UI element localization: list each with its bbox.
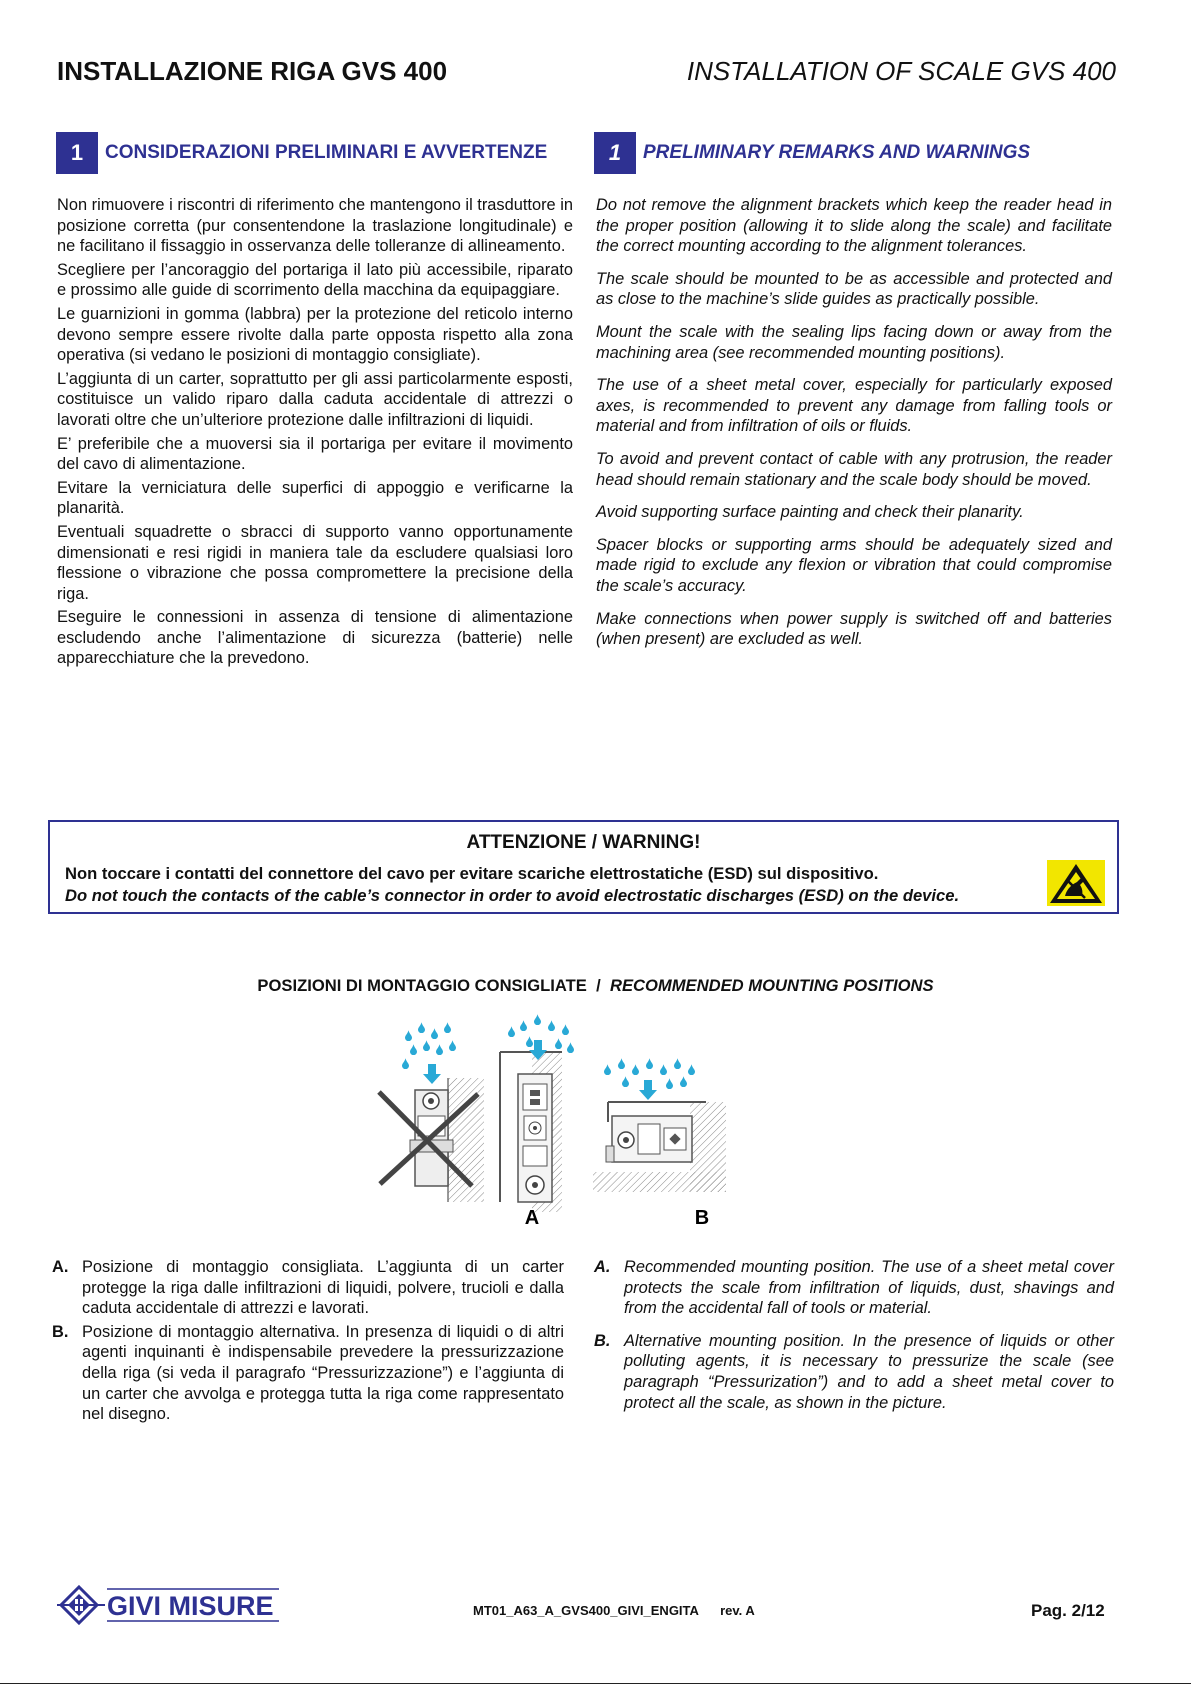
paragraph: L’aggiunta di un carter, soprattutto per gli assi particolarmente esposti, costituisce un valido riparo dalla caduta accidentale di attrezzi o lavorati oltre che un’ulteriore protezione dalle infiltrazioni di liquidi. — [57, 369, 573, 429]
list-item — [594, 1331, 1114, 1413]
page-title-english: INSTALLATION OF SCALE GVS 400 — [686, 56, 1116, 86]
document-code — [473, 1603, 755, 1618]
paragraph: Evitare la verniciatura delle superfici di appoggio e verificarne la planarità. — [57, 478, 573, 518]
heading-italian: POSIZIONI DI MONTAGGIO CONSIGLIATE — [257, 976, 587, 995]
warning-text-english: Do not touch the contacts of the cable’s connector in order to avoid electrostatic discharges (ESD) on the device. — [65, 886, 960, 905]
list-item — [594, 1257, 1114, 1319]
esd-warning-icon — [1047, 860, 1105, 906]
paragraph: Non rimuovere i riscontri di riferimento che mantengono il trasduttore in posizione corretta (pur consentendone la traslazione longitudinale) e ne facilitano il fissaggio in osservanza delle tolleranze di allineamento. — [57, 196, 573, 256]
heading-separator: / — [596, 976, 601, 995]
paragraph: Make connections when power supply is switched off and batteries (when present) are excluded as well. — [596, 609, 1112, 649]
mounting-position-a-figure — [500, 1014, 574, 1227]
warning-box — [48, 820, 1119, 914]
body-text-english — [596, 195, 1112, 662]
item-text: Posizione di montaggio consigliata. L’aggiunta di un carter protegge la riga dalle infiltrazioni di liquidi, polvere, trucioli e dalla caduta accidentale di attrezzi e lavorati. — [82, 1258, 564, 1318]
mounting-descriptions-italian — [52, 1257, 564, 1428]
section-number: 1 — [56, 132, 98, 174]
footer-divider — [0, 1683, 1191, 1684]
item-text: Alternative mounting position. In the presence of liquids or other polluting agents, it is necessary to pressurize the scale (see paragraph “Pressurization”) and to add a sheet metal cover to protect all the scale, as shown in the picture. — [624, 1331, 1114, 1412]
paragraph: To avoid and prevent contact of cable with any protrusion, the reader head should remain stationary and the scale body should be moved. — [596, 449, 1112, 489]
paragraph: Mount the scale with the sealing lips facing down or away from the machining area (see recommended mounting positions). — [596, 322, 1112, 362]
mounting-position-b-figure — [593, 1058, 726, 1227]
item-label: B. — [52, 1322, 69, 1341]
figure-label-b: B — [694, 1207, 710, 1227]
item-label: B. — [594, 1331, 611, 1350]
item-label: A. — [52, 1258, 69, 1276]
list-item — [52, 1322, 564, 1425]
paragraph: Scegliere per l’ancoraggio del portariga il lato più accessibile, riparato e prossimo alle guide di scorrimento della macchina da equipaggiare. — [57, 260, 573, 300]
item-text: Posizione di montaggio alternativa. In presenza di liquidi o di altri agenti inquinanti è indispensabile prevedere la pressurizzazione della riga (si veda il paragrafo “Pressurizzazione”) e l’aggiunta di un carter che avvolga e protegga tutta la riga come rappresentato nel disegno. — [82, 1322, 564, 1424]
givi-misure-logo — [57, 1583, 281, 1627]
warning-title: ATTENZIONE / WARNING! — [466, 832, 701, 853]
wrong-mounting-figure — [379, 1022, 484, 1202]
section-title-english: PRELIMINARY REMARKS AND WARNINGS — [643, 142, 1031, 163]
mounting-positions-heading — [0, 976, 1191, 996]
mounting-positions-figure — [360, 1012, 780, 1227]
paragraph: Le guarnizioni in gomma (labbra) per la protezione del reticolo interno devono sempre essere rivolte dalla parte opposta rispetto alla zona operativa (si vedano le posizioni di montaggio consigliate). — [57, 304, 573, 365]
paragraph: E’ preferibile che a muoversi sia il portariga per evitare il movimento del cavo di alimentazione. — [57, 434, 573, 474]
logo-text: GIVI MISURE — [107, 1591, 274, 1621]
paragraph: Eventuali squadrette o sbracci di supporto vanno opportunamente dimensionati e resi rigidi in maniera tale da escludere qualsiasi loro flessione o vibrazione che possa compromettere la precisione della riga. — [57, 522, 573, 603]
list-item — [52, 1257, 564, 1319]
item-label: A. — [594, 1258, 611, 1276]
mounting-descriptions-english — [594, 1257, 1114, 1425]
figure-label-a: A — [524, 1207, 540, 1227]
body-text-italian — [57, 195, 573, 672]
doc-code: MT01_A63_A_GVS400_GIVI_ENGITA — [473, 1603, 699, 1618]
section-header-italian — [56, 132, 547, 174]
page-number: Pag. 2/12 — [1031, 1601, 1105, 1620]
paragraph: Spacer blocks or supporting arms should be adequately sized and made rigid to exclude any flexion or vibration that could compromise the scale’s accuracy. — [596, 535, 1112, 595]
section-title-italian: CONSIDERAZIONI PRELIMINARI E AVVERTENZE — [105, 142, 548, 163]
section-number: 1 — [594, 132, 636, 174]
heading-english: RECOMMENDED MOUNTING POSITIONS — [609, 976, 934, 995]
paragraph: Do not remove the alignment brackets which keep the reader head in the proper position (allowing it to slide along the scale) and facilitate the correct mounting according to the alignment tolerances. — [596, 196, 1112, 256]
warning-text-italian: Non toccare i contatti del connettore del cavo per evitare scariche elettrostatiche (ESD) sul dispositivo. — [65, 864, 879, 883]
paragraph: The scale should be mounted to be as accessible and protected and as close to the machine’s slide guides as practically possible. — [596, 269, 1112, 309]
paragraph: Avoid supporting surface painting and check their planarity. — [596, 503, 1024, 522]
revision: rev. A — [720, 1603, 755, 1618]
paragraph: Eseguire le connessioni in assenza di tensione di alimentazione escludendo anche l’alimentazione di sicurezza (batterie) nelle apparecchiature che la prevedono. — [57, 608, 573, 668]
paragraph: The use of a sheet metal cover, especially for particularly exposed axes, is recommended to prevent any damage from falling tools or material and from infiltration of oils or fluids. — [596, 376, 1112, 436]
page-title-italian: INSTALLAZIONE RIGA GVS 400 — [57, 56, 448, 86]
item-text: Recommended mounting position. The use of a sheet metal cover protects the scale from infiltration of liquids, dust, shavings and from the accidental fall of tools or material. — [624, 1258, 1114, 1318]
section-header-english — [594, 132, 1030, 174]
